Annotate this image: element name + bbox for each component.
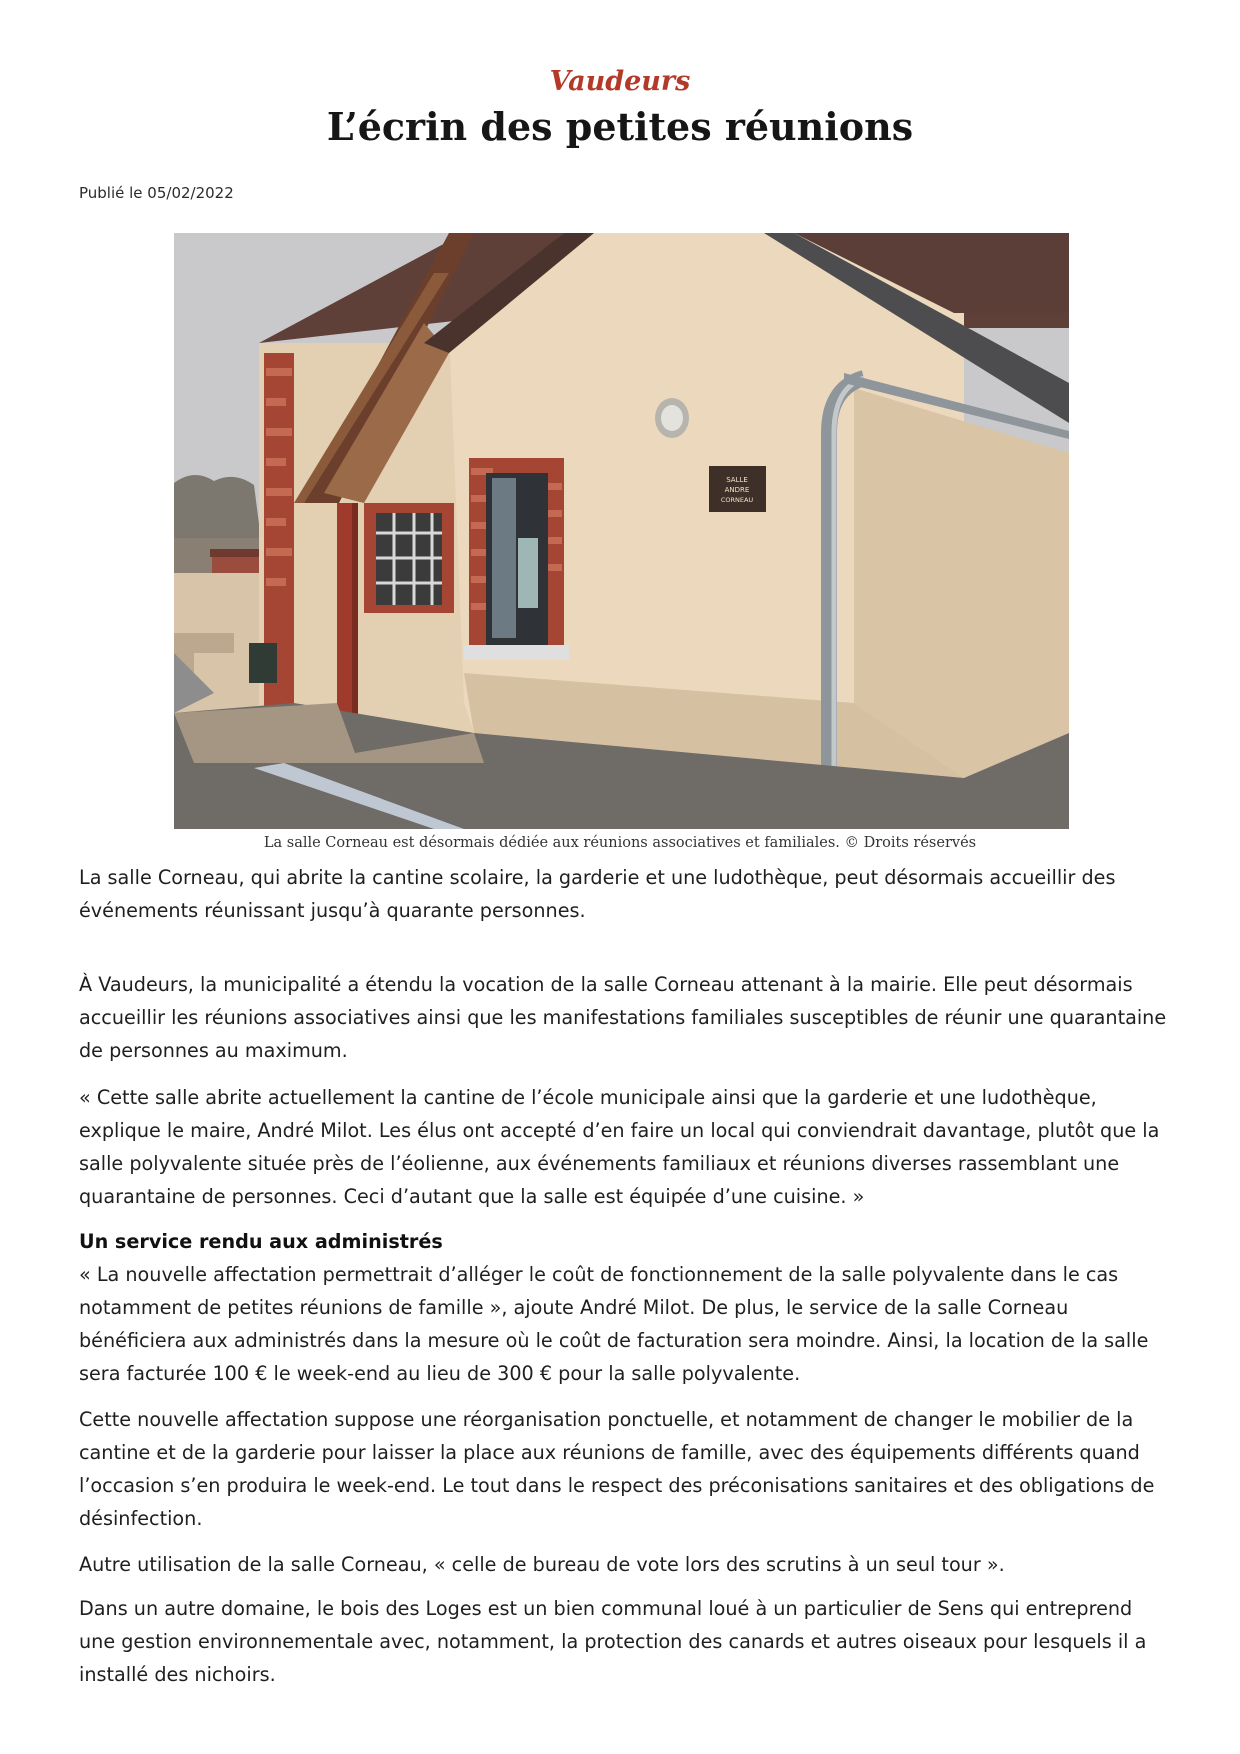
article-paragraph-4: Cette nouvelle affectation suppose une réorganisation ponctuelle, et notamment de changer le mobilier de la cantine et de la garderie pour laisser la place aux réunions de famille, avec des équipements différents quand l’occasion s’en produira le week-end. Le tout dans le respect des préconisations sanitaires et des obligations de désinfection. <box>79 1408 1155 1530</box>
article-paragraph-5: Autre utilisation de la salle Corneau, « celle de bureau de vote lors des scrutins à un seul tour ». <box>79 1553 1005 1576</box>
article-paragraph-3: « La nouvelle affectation permettrait d’alléger le coût de fonctionnement de la salle polyvalente dans le cas notamment de petites réunions de famille », ajoute André Milot. De plus, le service de la salle Corneau bénéficiera aux administrés dans la mesure où le coût de facturation sera moindre. Ainsi, la location de la salle sera facturée 100 € le week-end au lieu de 300 € pour la salle polyvalente. <box>79 1263 1149 1385</box>
sign-line-1: SALLE <box>726 476 748 484</box>
article-paragraph-1: À Vaudeurs, la municipalité a étendu la vocation de la salle Corneau attenant à la mairie. Elle peut désormais accueillir les réunions associatives ainsi que les manifestations familiales susceptibles de réunir une quarantaine de personnes au maximum. <box>79 973 1167 1062</box>
article-paragraph-6: Dans un autre domaine, le bois des Loges est un bien communal loué à un particulier de Sens qui entreprend une gestion environnementale avec, notamment, la protection des canards et autres oiseaux pour lesquels il a installé des nichoirs. <box>79 1597 1147 1686</box>
building-photo-illustration <box>174 233 1069 829</box>
article-paragraph-2: « Cette salle abrite actuellement la cantine de l’école municipale ainsi que la garderie et une ludothèque, explique le maire, André Milot. Les élus ont accepté d’en faire un local qui conviendrait davantage, plutôt que la salle polyvalente située près de l’éolienne, aux événements familiaux et réunions diverses rassemblant une quarantaine de personnes. Ceci d’autant que la salle est équipée d’une cuisine. » <box>79 1086 1160 1208</box>
photo-caption: La salle Corneau est désormais dédiée aux réunions associatives et familiales. © Droits réservés <box>263 835 977 851</box>
sign-line-2: ANDRE <box>724 486 750 494</box>
publication-date: Publié le 05/02/2022 <box>79 184 234 202</box>
article-photo <box>174 233 1069 829</box>
sign-line-3: CORNEAU <box>720 496 754 504</box>
article-subheading: Un service rendu aux administrés <box>79 1230 443 1253</box>
article-kicker: Vaudeurs <box>549 66 691 97</box>
article-lead: La salle Corneau, qui abrite la cantine scolaire, la garderie et une ludothèque, peut désormais accueillir des événements réunissant jusqu’à quarante personnes. <box>79 866 1116 922</box>
article-title: L’écrin des petites réunions <box>326 104 914 149</box>
